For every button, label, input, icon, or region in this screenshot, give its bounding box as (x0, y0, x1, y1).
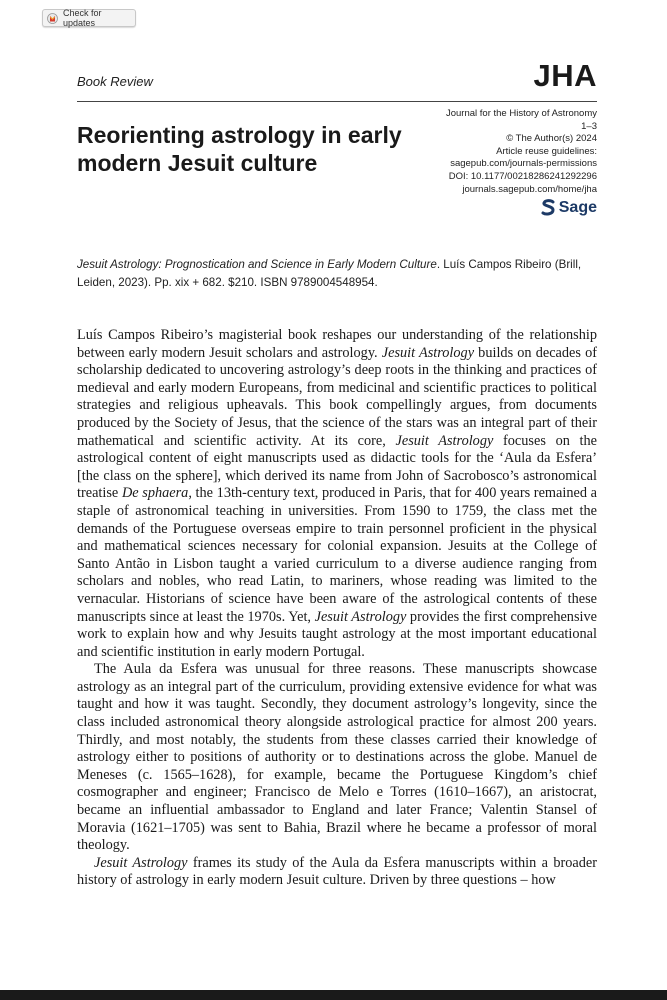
book-citation (77, 256, 597, 292)
check-updates-badge-icon (47, 13, 58, 24)
publisher-name: Sage (558, 199, 597, 216)
check-for-updates-label: Check for updates (63, 8, 102, 28)
journal-link[interactable]: journals.sagepub.com/home/jha (462, 183, 597, 195)
journal-meta (438, 108, 597, 196)
paragraph-1: Luís Campos Ribeiro’s magisterial book reshapes our understanding of the relationship between early modern Jesuit scholars and astrology. Jesuit Astrology builds on decades of scholarship dedicated to uncovering astrology’s deep roots in the thinking and practices of medieval and early modern Europeans, from medicinal and scientific practices to political strategies and religious upheavals. This book compellingly argues, from documents produced by the Society of Jesus, that the science of the stars was an integral part of their mathematical and scientific activity. At its core, Jesuit Astrology focuses on the astrological content of eight manuscripts used as didactic tools for the ‘Aula da Esfera’ [the class on the sphere], which derived its name from John of Sacrobosco’s astronomical treatise De sphaera, the 13th-century text, produced in Paris, that for 400 years remained a staple of astronomical teaching in universities. From 1590 to 1759, the class met the demands of the Portuguese overseas empire to train personnel proficient in the physical and mathematical sciences necessary for colonial expansion. Jesuits at the College of Santo Antão in Lisbon taught a varied curriculum to a diverse audience ranging from scholars and nobles, who read Latin, to mariners, whose reading was limited to the vernacular. Historians of science have been aware of the astrological contents of these manuscripts since at least the 1970s. Yet, Jesuit Astrology provides the first comprehensive work to explain how and why Jesuits taught astrology at the most important educational and scientific institution in early modern Portugal. (77, 327, 598, 660)
sage-s-icon (541, 199, 556, 217)
book-details: . Luís Campos Ribeiro (Brill, Leiden, 2023). Pp. xix + 682. $210. ISBN 9789004548954. (77, 258, 582, 289)
copyright: © The Author(s) 2024 (506, 133, 597, 145)
journal-logo: JHA (533, 58, 597, 93)
article-title: Reorienting astrology in early modern Jesuit culture (77, 122, 402, 176)
check-for-updates-button[interactable] (42, 9, 136, 27)
reuse-link[interactable]: sagepub.com/journals-permissions (450, 158, 597, 170)
bottom-bar (0, 990, 667, 1000)
header-rule (77, 101, 597, 102)
article-body (77, 327, 597, 890)
section-label: Book Review (77, 74, 153, 89)
sage-logo (541, 199, 597, 217)
journal-name: Journal for the History of Astronomy (445, 108, 597, 119)
page-range: 1–3 (581, 120, 597, 132)
paragraph-2: The Aula da Esfera was unusual for three reasons. These manuscripts showcase astrology as an integral part of the curriculum, providing extensive evidence for what was taught and how it was taught. Secondly, they document astrology’s longevity, since the class included astronomical theory alongside astrological practice for almost 200 years. Thirdly, and most notably, the students from these classes carried their knowledge of astrology either to positions of authority or to destinations across the globe. Manuel de Meneses (c. 1565–1628), for example, became the Portuguese Kingdom’s chief cosmographer and engineer; Francisco de Melo e Torres (1610–1667), an aristocrat, became an influential ambassador to England and later France; Valentin Stansel of Moravia (1621–1705) was sent to Bahia, Brazil where he became a professor of moral theology. (77, 661, 597, 854)
book-title: Jesuit Astrology: Prognostication and Science in Early Modern Culture (77, 258, 437, 271)
doi[interactable]: DOI: 10.1177/00218286241292296 (448, 170, 597, 182)
paragraph-3: Jesuit Astrology frames its study of the Aula da Esfera manuscripts within a broader history of astrology in early modern Jesuit culture. Driven by three questions – how (77, 854, 597, 889)
reuse-label: Article reuse guidelines: (496, 145, 597, 157)
